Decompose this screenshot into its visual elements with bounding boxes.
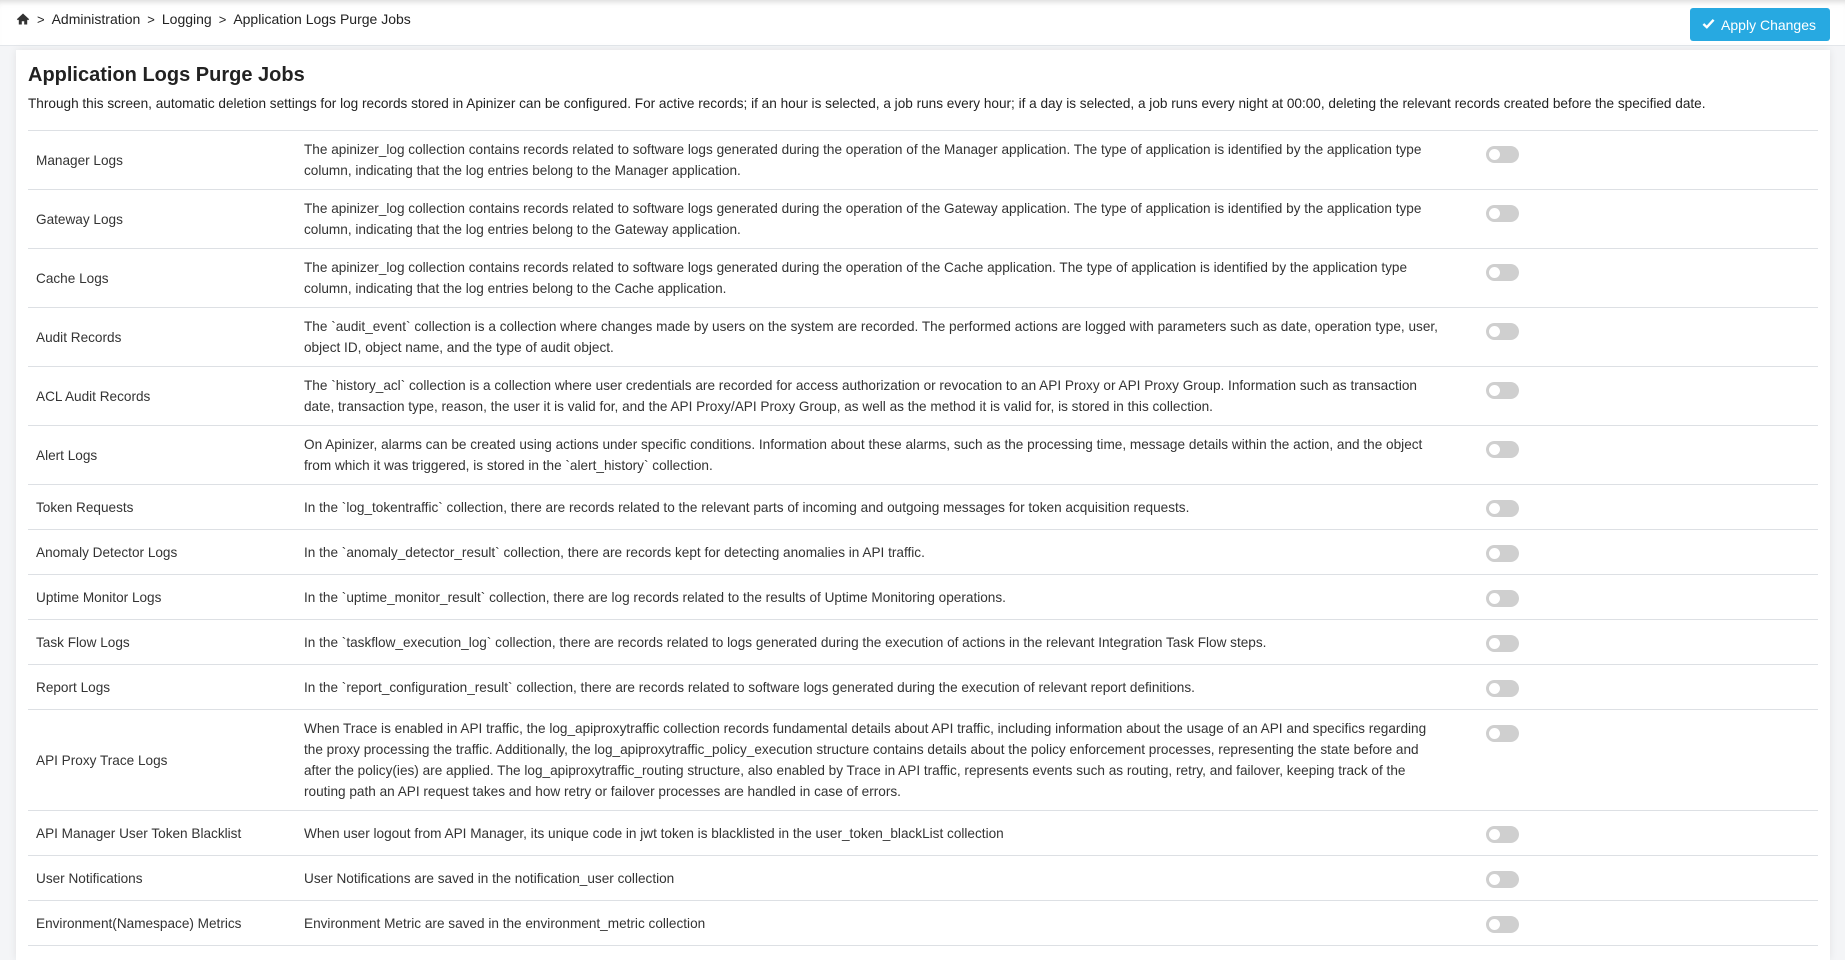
- toggle-knob: [1489, 728, 1500, 739]
- table-row: [28, 131, 1818, 190]
- toggle-knob: [1489, 385, 1500, 396]
- toggle-knob: [1489, 638, 1500, 649]
- breadcrumb-current: Application Logs Purge Jobs: [233, 11, 411, 27]
- row-label: ACL Audit Records: [36, 388, 151, 404]
- toggle-knob: [1489, 208, 1500, 219]
- toggle-knob: [1489, 503, 1500, 514]
- toggle-knob: [1489, 874, 1500, 885]
- breadcrumb: [16, 11, 411, 27]
- row-description: The apinizer_log collection contains records related to software logs generated during the operation of the Gateway application. The type of application is identified by the application type column, indicating that the log entries belong to the Gateway application.: [304, 201, 1422, 237]
- row-label: Gateway Logs: [36, 211, 123, 227]
- toggle-knob: [1489, 683, 1500, 694]
- row-description: When Trace is enabled in API traffic, the log_apiproxytraffic collection records fundamental details about API traffic, including information about the usage of an API and specifics regarding the proxy processing the traffic. Additionally, the log_apiproxytraffic_policy_execution structure contains details about the policy enforcement processes, representing the state before and after the policy(ies) are applied. The log_apiproxytraffic_routing structure, also enabled by Trace in API traffic, represents events such as routing, retry, and failover, keeping track of the routing path an API request takes and how retry or failover processes are handled in case of errors.: [304, 721, 1427, 799]
- table-row: [28, 367, 1818, 426]
- row-label: Cache Logs: [36, 270, 109, 286]
- toggle-knob: [1489, 829, 1500, 840]
- enable-toggle[interactable]: [1486, 680, 1519, 697]
- breadcrumb-logging[interactable]: Logging: [161, 11, 212, 27]
- breadcrumb-separator: >: [37, 11, 45, 27]
- row-description: The `audit_event` collection is a collection where changes made by users on the system are recorded. The performed actions are logged with parameters such as date, operation type, user, object ID, object name, and the type of audit object.: [304, 319, 1438, 355]
- table-row: [28, 249, 1818, 308]
- row-description: The `history_acl` collection is a collection where user credentials are recorded for access authorization or revocation to an API Proxy or API Proxy Group. Information such as transaction date, transaction type, reason, the user it is valid for, and the API Proxy/API Proxy Group, as well as the method it is valid for, is stored in this collection.: [304, 378, 1417, 414]
- page-description: Through this screen, automatic deletion settings for log records stored in Apinizer can be configured. For active records; if an hour is selected, a job runs every hour; if a day is selected, a job runs every night at 00:00, deleting the relevant records created before the specified date.: [28, 96, 1706, 111]
- row-description: In the `anomaly_detector_result` collection, there are records kept for detecting anomalies in API traffic.: [304, 544, 925, 560]
- enable-toggle[interactable]: [1486, 382, 1519, 399]
- row-description: In the `uptime_monitor_result` collection, there are log records related to the results of Uptime Monitoring operations.: [304, 589, 1006, 605]
- purge-jobs-table: [28, 130, 1818, 946]
- table-row: [28, 901, 1818, 946]
- home-icon[interactable]: [16, 12, 30, 26]
- row-description: In the `report_configuration_result` collection, there are records related to software logs generated during the execution of relevant report definitions.: [304, 679, 1195, 695]
- row-label: Manager Logs: [36, 152, 123, 168]
- row-description: In the `log_tokentraffic` collection, there are records related to the relevant parts of incoming and outgoing messages for token acquisition requests.: [304, 499, 1190, 515]
- table-row: [28, 620, 1818, 665]
- row-label: API Proxy Trace Logs: [36, 752, 168, 768]
- row-label: Environment(Namespace) Metrics: [36, 915, 242, 931]
- table-row: [28, 485, 1818, 530]
- table-row: [28, 710, 1818, 811]
- table-row: [28, 190, 1818, 249]
- row-description: The apinizer_log collection contains records related to software logs generated during the operation of the Manager application. The type of application is identified by the application type column, indicating that the log entries belong to the Manager application.: [304, 142, 1422, 178]
- enable-toggle[interactable]: [1486, 146, 1519, 163]
- enable-toggle[interactable]: [1486, 916, 1519, 933]
- toggle-knob: [1489, 444, 1500, 455]
- enable-toggle[interactable]: [1486, 826, 1519, 843]
- row-description: User Notifications are saved in the notification_user collection: [304, 870, 675, 886]
- table-row: [28, 308, 1818, 367]
- row-description: On Apinizer, alarms can be created using actions under specific conditions. Information about these alarms, such as the processing time, message details within the action, and the object from which it was triggered, is stored in the `alert_history` collection.: [304, 437, 1423, 473]
- row-label: Report Logs: [36, 679, 111, 695]
- row-description: When user logout from API Manager, its unique code in jwt token is blacklisted in the user_token_blackList collection: [304, 825, 1004, 841]
- table-row: [28, 856, 1818, 901]
- enable-toggle[interactable]: [1486, 635, 1519, 652]
- enable-toggle[interactable]: [1486, 725, 1519, 742]
- enable-toggle[interactable]: [1486, 264, 1519, 281]
- table-row: [28, 665, 1818, 710]
- top-bar: [0, 0, 1845, 46]
- enable-toggle[interactable]: [1486, 323, 1519, 340]
- toggle-knob: [1489, 326, 1500, 337]
- enable-toggle[interactable]: [1486, 871, 1519, 888]
- enable-toggle[interactable]: [1486, 205, 1519, 222]
- enable-toggle[interactable]: [1486, 545, 1519, 562]
- enable-toggle[interactable]: [1486, 590, 1519, 607]
- row-label: Anomaly Detector Logs: [36, 544, 178, 560]
- row-label: Alert Logs: [36, 447, 98, 463]
- table-row: [28, 811, 1818, 856]
- enable-toggle[interactable]: [1486, 441, 1519, 458]
- row-label: Uptime Monitor Logs: [36, 589, 162, 605]
- toggle-knob: [1489, 548, 1500, 559]
- breadcrumb-administration[interactable]: Administration: [51, 11, 141, 27]
- row-label: Task Flow Logs: [36, 634, 130, 650]
- table-row: [28, 426, 1818, 485]
- row-label: API Manager User Token Blacklist: [36, 825, 242, 841]
- breadcrumb-separator: >: [218, 11, 227, 27]
- apply-changes-label: Apply Changes: [1721, 16, 1816, 33]
- row-description: In the `taskflow_execution_log` collection, there are records related to logs generated during the execution of actions in the relevant Integration Task Flow steps.: [304, 634, 1267, 650]
- check-icon: [1702, 17, 1715, 33]
- row-label: User Notifications: [36, 870, 143, 886]
- purge-jobs-card: [16, 50, 1830, 960]
- toggle-knob: [1489, 593, 1500, 604]
- page-title: Application Logs Purge Jobs: [28, 64, 305, 86]
- table-row: [28, 530, 1818, 575]
- table-row: [28, 575, 1818, 620]
- apply-changes-button[interactable]: [1690, 8, 1830, 41]
- row-label: Token Requests: [36, 499, 134, 515]
- row-description: Environment Metric are saved in the environment_metric collection: [304, 915, 706, 931]
- row-label: Audit Records: [36, 329, 122, 345]
- row-description: The apinizer_log collection contains records related to software logs generated during the operation of the Cache application. The type of application is identified by the application type column, indicating that the log entries belong to the Cache application.: [304, 260, 1408, 296]
- toggle-knob: [1489, 149, 1500, 160]
- toggle-knob: [1489, 919, 1500, 930]
- enable-toggle[interactable]: [1486, 500, 1519, 517]
- toggle-knob: [1489, 267, 1500, 278]
- breadcrumb-separator: >: [147, 11, 155, 27]
